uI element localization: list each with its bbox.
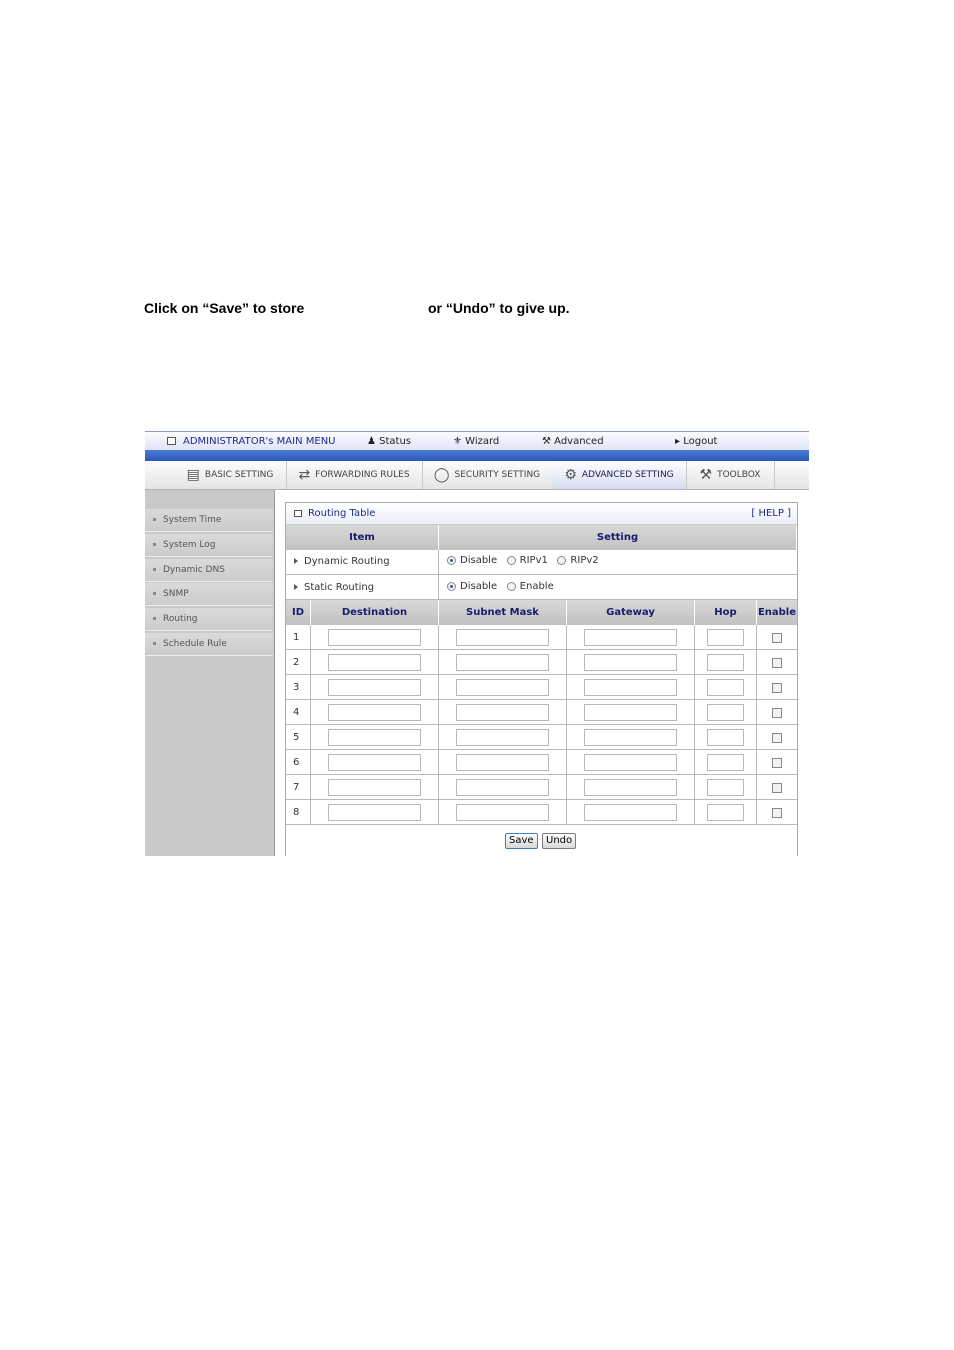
destination-input[interactable] <box>328 804 421 821</box>
destination-cell <box>311 800 439 824</box>
subnet-mask-input[interactable] <box>456 754 549 771</box>
enable-checkbox[interactable] <box>772 633 782 643</box>
hop-input[interactable] <box>707 729 744 746</box>
table-row <box>286 625 797 650</box>
radio-label: RIPv2 <box>570 555 599 566</box>
col-gateway-header: Gateway <box>567 600 695 625</box>
sidebar-item-label: System Time <box>163 515 222 525</box>
enable-checkbox[interactable] <box>772 758 782 768</box>
gateway-input[interactable] <box>584 679 677 696</box>
enable-cell <box>757 775 797 799</box>
panel-title: Routing Table <box>308 508 376 519</box>
radio-empty-icon <box>557 556 566 565</box>
subnet-mask-cell <box>439 775 567 799</box>
radio-selected-icon <box>447 582 456 591</box>
radio-label: Enable <box>519 581 554 592</box>
sidebar-item-schedule-rule[interactable] <box>145 633 273 656</box>
bullet-icon <box>153 543 156 546</box>
sidebar-item-label: System Log <box>163 540 216 550</box>
help-link[interactable]: [ HELP ] <box>751 508 791 519</box>
tab-label: ADVANCED SETTING <box>581 470 674 480</box>
subnet-mask-input[interactable] <box>456 704 549 721</box>
dynamic-routing-label-cell <box>286 550 439 574</box>
static-routing-options <box>439 575 797 599</box>
destination-input[interactable] <box>328 779 421 796</box>
arrow-right-icon: ▸ <box>675 436 681 447</box>
hop-input[interactable] <box>707 629 744 646</box>
col-hop-header: Hop <box>695 600 757 625</box>
gateway-cell <box>567 725 695 749</box>
table-row <box>286 800 797 825</box>
tab-label: FORWARDING RULES <box>315 470 410 480</box>
enable-cell <box>757 725 797 749</box>
radio-dynamic-ripv1[interactable] <box>507 555 548 566</box>
static-routing-label-cell <box>286 575 439 599</box>
subnet-mask-cell <box>439 625 567 649</box>
hop-input[interactable] <box>707 704 744 721</box>
subnet-mask-input[interactable] <box>456 679 549 696</box>
bullet-icon <box>153 642 156 645</box>
gateway-input[interactable] <box>584 654 677 671</box>
dynamic-routing-options <box>439 550 797 574</box>
tab-label: BASIC SETTING <box>204 470 274 480</box>
toolbox-icon: ⚒ <box>699 467 713 483</box>
gateway-input[interactable] <box>584 754 677 771</box>
undo-button[interactable]: Undo <box>542 833 576 849</box>
subnet-mask-input[interactable] <box>456 654 549 671</box>
row-id: 5 <box>286 725 311 749</box>
wizard-label: Wizard <box>465 436 500 447</box>
gateway-cell <box>567 700 695 724</box>
enable-checkbox[interactable] <box>772 808 782 818</box>
destination-cell <box>311 775 439 799</box>
destination-input[interactable] <box>328 629 421 646</box>
col-subnet-mask-header: Subnet Mask <box>439 600 567 625</box>
hop-input[interactable] <box>707 779 744 796</box>
instruction-text-2: or “Undo” to give up. <box>428 300 570 316</box>
logout-label: Logout <box>683 436 718 447</box>
radio-dynamic-ripv2[interactable] <box>557 555 598 566</box>
destination-cell <box>311 725 439 749</box>
tab-security-setting[interactable] <box>422 461 553 489</box>
subnet-mask-cell <box>439 650 567 674</box>
admin-main-menu-link[interactable] <box>167 436 336 447</box>
subnet-mask-input[interactable] <box>456 729 549 746</box>
routing-table-panel <box>285 502 798 856</box>
advanced-label: Advanced <box>554 436 604 447</box>
row-id: 8 <box>286 800 311 824</box>
sidebar-item-label: Schedule Rule <box>163 639 227 649</box>
book-icon: ▤ <box>186 467 200 483</box>
subnet-mask-cell <box>439 675 567 699</box>
enable-cell <box>757 675 797 699</box>
router-admin-screenshot <box>145 431 809 856</box>
tab-forwarding-rules[interactable] <box>286 461 423 489</box>
destination-cell <box>311 675 439 699</box>
col-id-header: ID <box>286 600 311 625</box>
panel-title-bar <box>286 503 797 525</box>
bullet-icon <box>153 518 156 521</box>
gateway-cell <box>567 650 695 674</box>
table-row <box>286 700 797 725</box>
arrows-icon: ⇄ <box>298 467 311 483</box>
top-nav <box>145 431 809 450</box>
enable-checkbox[interactable] <box>772 708 782 718</box>
hop-cell <box>695 750 757 774</box>
static-routing-label: Static Routing <box>304 582 375 593</box>
enable-checkbox[interactable] <box>772 658 782 668</box>
gateway-cell <box>567 775 695 799</box>
gateway-input[interactable] <box>584 779 677 796</box>
table-row <box>286 725 797 750</box>
menu-square-icon <box>167 437 176 445</box>
save-button[interactable]: Save <box>505 833 538 849</box>
destination-input[interactable] <box>328 704 421 721</box>
enable-checkbox[interactable] <box>772 783 782 793</box>
hop-input[interactable] <box>707 754 744 771</box>
table-row <box>286 775 797 800</box>
hop-cell <box>695 775 757 799</box>
sidebar <box>145 490 275 856</box>
gateway-input[interactable] <box>584 629 677 646</box>
row-id: 6 <box>286 750 311 774</box>
advanced-link[interactable] <box>542 436 604 447</box>
advanced-icon: ⚒ <box>542 436 551 447</box>
enable-cell <box>757 750 797 774</box>
sidebar-item-snmp[interactable] <box>145 583 273 606</box>
logout-link[interactable] <box>675 436 717 447</box>
destination-input[interactable] <box>328 729 421 746</box>
subnet-mask-input[interactable] <box>456 629 549 646</box>
row-id: 4 <box>286 700 311 724</box>
gateway-input[interactable] <box>584 704 677 721</box>
destination-cell <box>311 700 439 724</box>
hop-input[interactable] <box>707 804 744 821</box>
gateway-cell <box>567 750 695 774</box>
enable-cell <box>757 625 797 649</box>
subnet-mask-cell <box>439 725 567 749</box>
panel-square-icon <box>294 510 302 517</box>
col-item-header: Item <box>286 525 439 550</box>
subnet-mask-cell <box>439 800 567 824</box>
subnet-mask-cell <box>439 750 567 774</box>
static-routing-row <box>286 575 797 600</box>
sidebar-item-dynamic-dns[interactable] <box>145 559 273 582</box>
hop-cell <box>695 625 757 649</box>
enable-cell <box>757 800 797 824</box>
tab-basic-setting[interactable] <box>174 461 287 489</box>
destination-cell <box>311 625 439 649</box>
enable-cell <box>757 650 797 674</box>
person-icon: ♟ <box>367 436 376 447</box>
sidebar-item-system-log[interactable] <box>145 534 273 557</box>
col-setting-header: Setting <box>439 525 797 550</box>
destination-input[interactable] <box>328 679 421 696</box>
tab-advanced-setting[interactable] <box>552 461 687 489</box>
subnet-mask-input[interactable] <box>456 804 549 821</box>
radio-selected-icon <box>447 556 456 565</box>
hop-cell <box>695 700 757 724</box>
radio-empty-icon <box>507 556 516 565</box>
col-enable-header: Enable <box>757 600 797 625</box>
hop-cell <box>695 650 757 674</box>
bullet-icon <box>153 617 156 620</box>
sidebar-item-label: Dynamic DNS <box>163 565 225 575</box>
col-destination-header: Destination <box>311 600 439 625</box>
hop-cell <box>695 675 757 699</box>
row-id: 1 <box>286 625 311 649</box>
radio-static-enable[interactable] <box>507 581 554 592</box>
gear-icon: ⚙ <box>564 467 577 483</box>
gateway-cell <box>567 675 695 699</box>
sidebar-item-label: SNMP <box>163 589 189 599</box>
subnet-mask-cell <box>439 700 567 724</box>
instruction-text-1: Click on “Save” to store <box>144 300 305 316</box>
wizard-icon: ⚜ <box>453 436 462 447</box>
header-band <box>145 450 809 461</box>
gateway-cell <box>567 800 695 824</box>
table-row <box>286 750 797 775</box>
radio-static-disable[interactable] <box>447 581 497 592</box>
radio-label: Disable <box>460 581 498 592</box>
subnet-mask-input[interactable] <box>456 779 549 796</box>
hop-input[interactable] <box>707 679 744 696</box>
dynamic-routing-row <box>286 550 797 575</box>
destination-cell <box>311 650 439 674</box>
radio-dynamic-disable[interactable] <box>447 555 497 566</box>
tab-label: TOOLBOX <box>717 470 761 480</box>
sidebar-item-system-time[interactable] <box>145 509 273 532</box>
bullet-icon <box>153 568 156 571</box>
gateway-input[interactable] <box>584 804 677 821</box>
triangle-right-icon <box>294 558 298 564</box>
wizard-link[interactable] <box>453 436 499 447</box>
hop-input[interactable] <box>707 654 744 671</box>
radio-label: Disable <box>460 555 498 566</box>
radio-empty-icon <box>507 582 516 591</box>
tab-toolbox[interactable] <box>686 461 775 489</box>
sidebar-item-routing[interactable] <box>145 608 273 631</box>
gateway-input[interactable] <box>584 729 677 746</box>
destination-cell <box>311 750 439 774</box>
table-row <box>286 650 797 675</box>
admin-main-menu-label: ADMINISTRATOR's MAIN MENU <box>183 436 336 447</box>
destination-input[interactable] <box>328 654 421 671</box>
gateway-cell <box>567 625 695 649</box>
tab-label: SECURITY SETTING <box>454 470 541 480</box>
table-row <box>286 675 797 700</box>
row-id: 2 <box>286 650 311 674</box>
dynamic-routing-label: Dynamic Routing <box>304 556 390 567</box>
enable-checkbox[interactable] <box>772 733 782 743</box>
row-id: 3 <box>286 675 311 699</box>
destination-input[interactable] <box>328 754 421 771</box>
status-label: Status <box>379 436 412 447</box>
hop-cell <box>695 800 757 824</box>
main-tabs <box>145 461 809 490</box>
sidebar-item-label: Routing <box>163 614 198 624</box>
radio-label: RIPv1 <box>519 555 548 566</box>
shield-icon: ◯ <box>433 467 450 483</box>
enable-checkbox[interactable] <box>772 683 782 693</box>
enable-cell <box>757 700 797 724</box>
bullet-icon <box>153 592 156 595</box>
status-link[interactable] <box>367 436 411 447</box>
triangle-right-icon <box>294 584 298 590</box>
hop-cell <box>695 725 757 749</box>
row-id: 7 <box>286 775 311 799</box>
